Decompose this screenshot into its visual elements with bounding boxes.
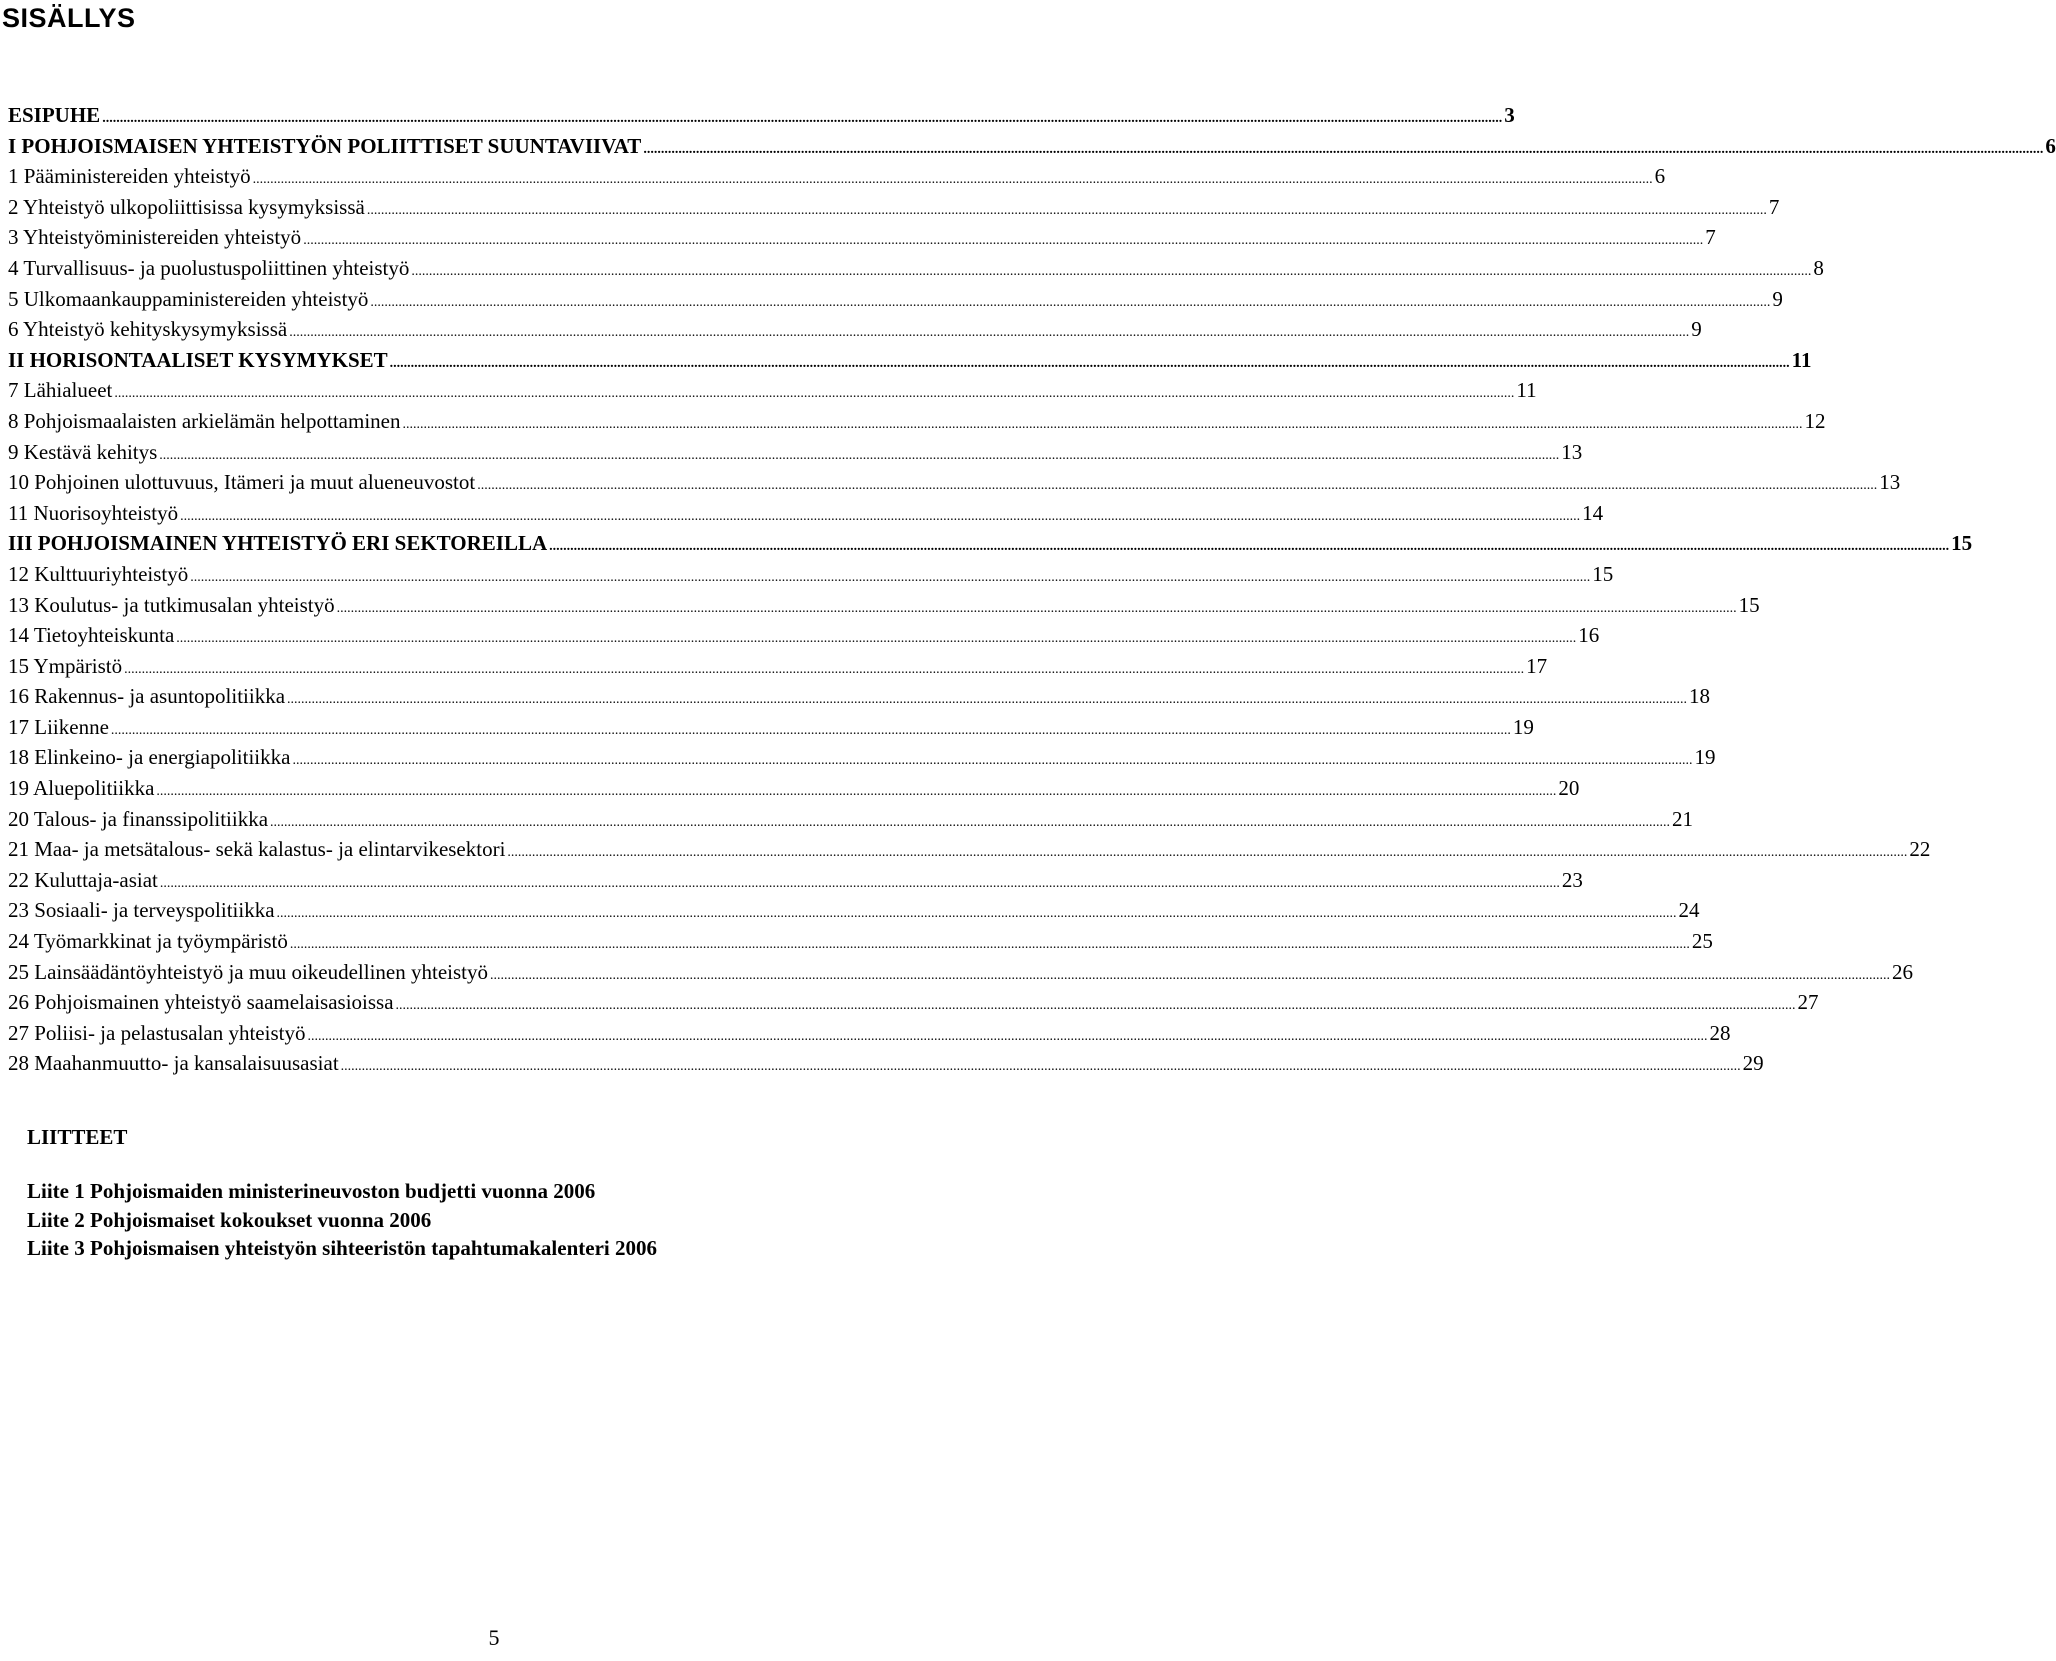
toc-entry[interactable]	[8, 100, 1515, 131]
toc-entry-page-number: 15	[1592, 561, 1614, 586]
dot-leader: ................................................................................................................................................................................................................................................................................................................................................................................................................	[507, 845, 1908, 861]
dot-leader: ................................................................................................................................................................................................................................................................................................................................................................................................................	[159, 875, 1560, 891]
dot-leader: ................................................................................................................................................................................................................................................................................................................................................................................................................	[370, 294, 1771, 310]
toc-entry[interactable]	[8, 834, 1931, 865]
toc-entry-page-number: 17	[1526, 653, 1548, 678]
toc-entry[interactable]	[8, 895, 1700, 926]
toc-entry-label: 25 Lainsäädäntöyhteistyö ja muu oikeudellinen yhteistyö	[8, 959, 488, 984]
toc-entry-page-number: 19	[1512, 714, 1534, 739]
appendix-item[interactable]: Liite 3 Pohjoismaisen yhteistyön sihteeristön tapahtumakalenteri 2006	[27, 1236, 657, 1260]
dot-leader: ................................................................................................................................................................................................................................................................................................................................................................................................................	[411, 263, 1812, 279]
dot-leader: ................................................................................................................................................................................................................................................................................................................................................................................................................	[159, 447, 1560, 463]
toc-entry-page-number: 20	[1558, 776, 1580, 801]
toc-entry-label: 20 Talous- ja finanssipolitiikka	[8, 806, 269, 831]
toc-entry[interactable]	[8, 192, 1780, 223]
toc-entry-label: 3 Yhteistyöministereiden yhteistyö	[8, 225, 302, 250]
dot-leader: ................................................................................................................................................................................................................................................................................................................................................................................................................	[156, 784, 1557, 800]
toc-entry-label: 21 Maa- ja metsätalous- sekä kalastus- ja elintarvikesektori	[8, 837, 506, 862]
toc-entry-label: 9 Kestävä kehitys	[8, 439, 158, 464]
toc-entry[interactable]	[8, 957, 1913, 988]
toc-entry[interactable]	[8, 1048, 1764, 1079]
toc-entry-page-number: 11	[1516, 378, 1537, 403]
toc-entry-label: 15 Ympäristö	[8, 653, 123, 678]
toc-entry[interactable]	[8, 620, 1600, 651]
toc-entry-page-number: 7	[1705, 225, 1716, 250]
toc-entry-page-number: 9	[1691, 317, 1702, 342]
dot-leader: ................................................................................................................................................................................................................................................................................................................................................................................................................	[303, 233, 1704, 249]
toc-entry-label: 8 Pohjoismaalaisten arkielämän helpottaminen	[8, 408, 401, 433]
toc-entry-page-number: 13	[1879, 470, 1901, 495]
appendix-heading: LIITTEET	[27, 1125, 128, 1149]
dot-leader: ................................................................................................................................................................................................................................................................................................................................................................................................................	[389, 355, 1790, 371]
toc-entry-label: 2 Yhteistyö ulkopoliittisissa kysymyksissä	[8, 194, 365, 219]
dot-leader: ................................................................................................................................................................................................................................................................................................................................................................................................................	[180, 508, 1581, 524]
appendix-section	[27, 1122, 657, 1263]
toc-entry-page-number: 19	[1694, 745, 1716, 770]
toc-entry-page-number: 27	[1797, 990, 1819, 1015]
toc-entry-page-number: 14	[1582, 500, 1604, 525]
toc-entry-page-number: 26	[1892, 959, 1913, 984]
toc-entry-page-number: 6	[1654, 164, 1666, 189]
toc-entry-label: 17 Liikenne	[8, 714, 109, 739]
toc-entry-label: 1 Pääministereiden yhteistyö	[8, 164, 251, 189]
dot-leader: ................................................................................................................................................................................................................................................................................................................................................................................................................	[176, 631, 1577, 647]
toc-entry[interactable]	[8, 926, 1713, 957]
toc-entry-label: 4 Turvallisuus- ja puolustuspoliittinen yhteistyö	[8, 255, 410, 280]
toc-entry-page-number: 11	[1791, 347, 1812, 372]
toc-entry[interactable]	[8, 161, 1666, 192]
toc-entry[interactable]	[8, 437, 1583, 468]
toc-entry[interactable]	[8, 559, 1614, 590]
toc-entry-label: II HORISONTAALISET KYSYMYKSET	[8, 347, 388, 372]
dot-leader: ................................................................................................................................................................................................................................................................................................................................................................................................................	[276, 906, 1677, 922]
page-number: 5	[488, 1625, 500, 1650]
toc-entry-page-number: 6	[2045, 133, 2056, 158]
toc-entry-page-number: 15	[1738, 592, 1760, 617]
toc-entry-label: 23 Sosiaali- ja terveyspolitiikka	[8, 898, 275, 923]
toc-entry-page-number: 13	[1561, 439, 1583, 464]
toc-entry-label: 28 Maahanmuutto- ja kansalaisuusasiat	[8, 1051, 339, 1076]
toc-entry-page-number: 16	[1578, 623, 1600, 648]
toc-entry-page-number: 7	[1768, 194, 1780, 219]
toc-entry-page-number: 8	[1813, 255, 1824, 280]
dot-leader: ................................................................................................................................................................................................................................................................................................................................................................................................................	[110, 722, 1511, 738]
toc-entry[interactable]	[8, 345, 1812, 376]
toc-entry-page-number: 15	[1951, 531, 1973, 556]
toc-entry-label: 22 Kuluttaja-asiat	[8, 867, 158, 892]
dot-leader: ................................................................................................................................................................................................................................................................................................................................................................................................................	[395, 998, 1796, 1014]
toc-entry-label: 14 Tietoyhteiskunta	[8, 623, 175, 648]
toc-entry-page-number: 25	[1691, 929, 1713, 954]
dot-leader: ................................................................................................................................................................................................................................................................................................................................................................................................................	[366, 202, 1767, 218]
toc-entry-label: 16 Rakennus- ja asuntopolitiikka	[8, 684, 286, 709]
toc-entry-page-number: 9	[1772, 286, 1783, 311]
toc-entry-page-number: 28	[1709, 1020, 1731, 1045]
toc-entry[interactable]	[8, 498, 1604, 529]
dot-leader: ................................................................................................................................................................................................................................................................................................................................................................................................................	[252, 172, 1653, 188]
toc-entry[interactable]	[8, 865, 1583, 896]
dot-leader: ................................................................................................................................................................................................................................................................................................................................................................................................................	[340, 1059, 1741, 1075]
toc-entry[interactable]	[8, 1018, 1731, 1049]
toc-entry-label: ESIPUHE	[8, 103, 101, 127]
dot-leader: ................................................................................................................................................................................................................................................................................................................................................................................................................	[490, 967, 1890, 983]
toc-entry-label: 27 Poliisi- ja pelastusalan yhteistyö	[8, 1020, 306, 1045]
dot-leader: ................................................................................................................................................................................................................................................................................................................................................................................................................	[190, 569, 1591, 585]
toc-entry[interactable]	[8, 987, 1819, 1018]
toc-entry-page-number: 21	[1672, 806, 1694, 831]
dot-leader: ................................................................................................................................................................................................................................................................................................................................................................................................................	[289, 937, 1690, 953]
toc-entry[interactable]	[8, 681, 1711, 712]
toc-entry-label: I POHJOISMAISEN YHTEISTYÖN POLIITTISET SUUNTAVIIVAT	[8, 133, 642, 158]
dot-leader: ................................................................................................................................................................................................................................................................................................................................................................................................................	[124, 661, 1525, 677]
dot-leader: ................................................................................................................................................................................................................................................................................................................................................................................................................	[102, 111, 1503, 126]
toc-entry-label: 12 Kulttuuriyhteistyö	[8, 561, 189, 586]
toc-entry-page-number: 23	[1561, 867, 1583, 892]
toc-entry[interactable]	[8, 712, 1534, 743]
toc-entry-label: 26 Pohjoismainen yhteistyö saamelaisasioissa	[8, 990, 394, 1015]
toc-entry[interactable]	[8, 222, 1716, 253]
toc-entry-page-number: 29	[1742, 1051, 1764, 1076]
toc-entry[interactable]	[8, 742, 1716, 773]
dot-leader: ................................................................................................................................................................................................................................................................................................................................................................................................................	[477, 478, 1878, 494]
dot-leader: ................................................................................................................................................................................................................................................................................................................................................................................................................	[270, 814, 1671, 830]
toc-entry[interactable]	[8, 314, 1702, 345]
appendix-item[interactable]: Liite 1 Pohjoismaiden ministerineuvoston budjetti vuonna 2006	[27, 1179, 596, 1203]
toc-entry[interactable]	[8, 804, 1694, 835]
toc-entry-page-number: 22	[1909, 837, 1931, 862]
toc-entry-label: III POHJOISMAINEN YHTEISTYÖ ERI SEKTOREILLA	[8, 531, 548, 556]
toc-entry[interactable]	[8, 467, 1901, 498]
toc-entry-label: 19 Aluepolitiikka	[8, 776, 155, 801]
toc-entry-label: 6 Yhteistyö kehityskysymyksissä	[8, 317, 288, 342]
toc-entry-page-number: 18	[1689, 684, 1711, 709]
toc-entry-page-number: 3	[1504, 103, 1515, 127]
toc-entry-label: 10 Pohjoinen ulottuvuus, Itämeri ja muut alueneuvostot	[8, 470, 476, 495]
toc-entry-label: 7 Lähialueet	[8, 378, 113, 403]
toc-entry-page-number: 12	[1804, 408, 1826, 433]
toc-entry[interactable]	[8, 590, 1760, 621]
page-title: SISÄLLYS	[2, 3, 136, 33]
toc-entry-label: 5 Ulkomaankauppaministereiden yhteistyö	[8, 286, 369, 311]
toc-entry-label: 18 Elinkeino- ja energiapolitiikka	[8, 745, 291, 770]
toc-entry-page-number: 24	[1678, 898, 1700, 923]
toc-entry-label: 24 Työmarkkinat ja työympäristö	[8, 929, 288, 954]
appendix-item[interactable]: Liite 2 Pohjoismaiset kokoukset vuonna 2006	[27, 1207, 432, 1232]
dot-leader: ................................................................................................................................................................................................................................................................................................................................................................................................................	[336, 600, 1737, 616]
dot-leader: ................................................................................................................................................................................................................................................................................................................................................................................................................	[402, 416, 1803, 432]
dot-leader: ................................................................................................................................................................................................................................................................................................................................................................................................................	[287, 692, 1688, 708]
toc-entry[interactable]	[8, 253, 1824, 284]
toc-entry[interactable]	[8, 284, 1783, 315]
table-of-contents	[8, 100, 2056, 1079]
dot-leader: ................................................................................................................................................................................................................................................................................................................................................................................................................	[549, 539, 1950, 555]
toc-entry[interactable]	[8, 651, 1548, 682]
toc-entry[interactable]	[8, 528, 1973, 559]
toc-entry[interactable]	[8, 375, 1537, 406]
toc-entry-label: 13 Koulutus- ja tutkimusalan yhteistyö	[8, 592, 335, 617]
dot-leader: ................................................................................................................................................................................................................................................................................................................................................................................................................	[307, 1028, 1708, 1044]
dot-leader: ................................................................................................................................................................................................................................................................................................................................................................................................................	[643, 141, 2044, 157]
toc-entry[interactable]	[8, 131, 2056, 162]
dot-leader: ................................................................................................................................................................................................................................................................................................................................................................................................................	[289, 325, 1690, 341]
dot-leader: ................................................................................................................................................................................................................................................................................................................................................................................................................	[114, 386, 1515, 402]
toc-entry[interactable]	[8, 773, 1580, 804]
dot-leader: ................................................................................................................................................................................................................................................................................................................................................................................................................	[292, 753, 1693, 769]
toc-entry-label: 11 Nuorisoyhteistyö	[8, 500, 179, 525]
toc-entry[interactable]	[8, 406, 1826, 437]
